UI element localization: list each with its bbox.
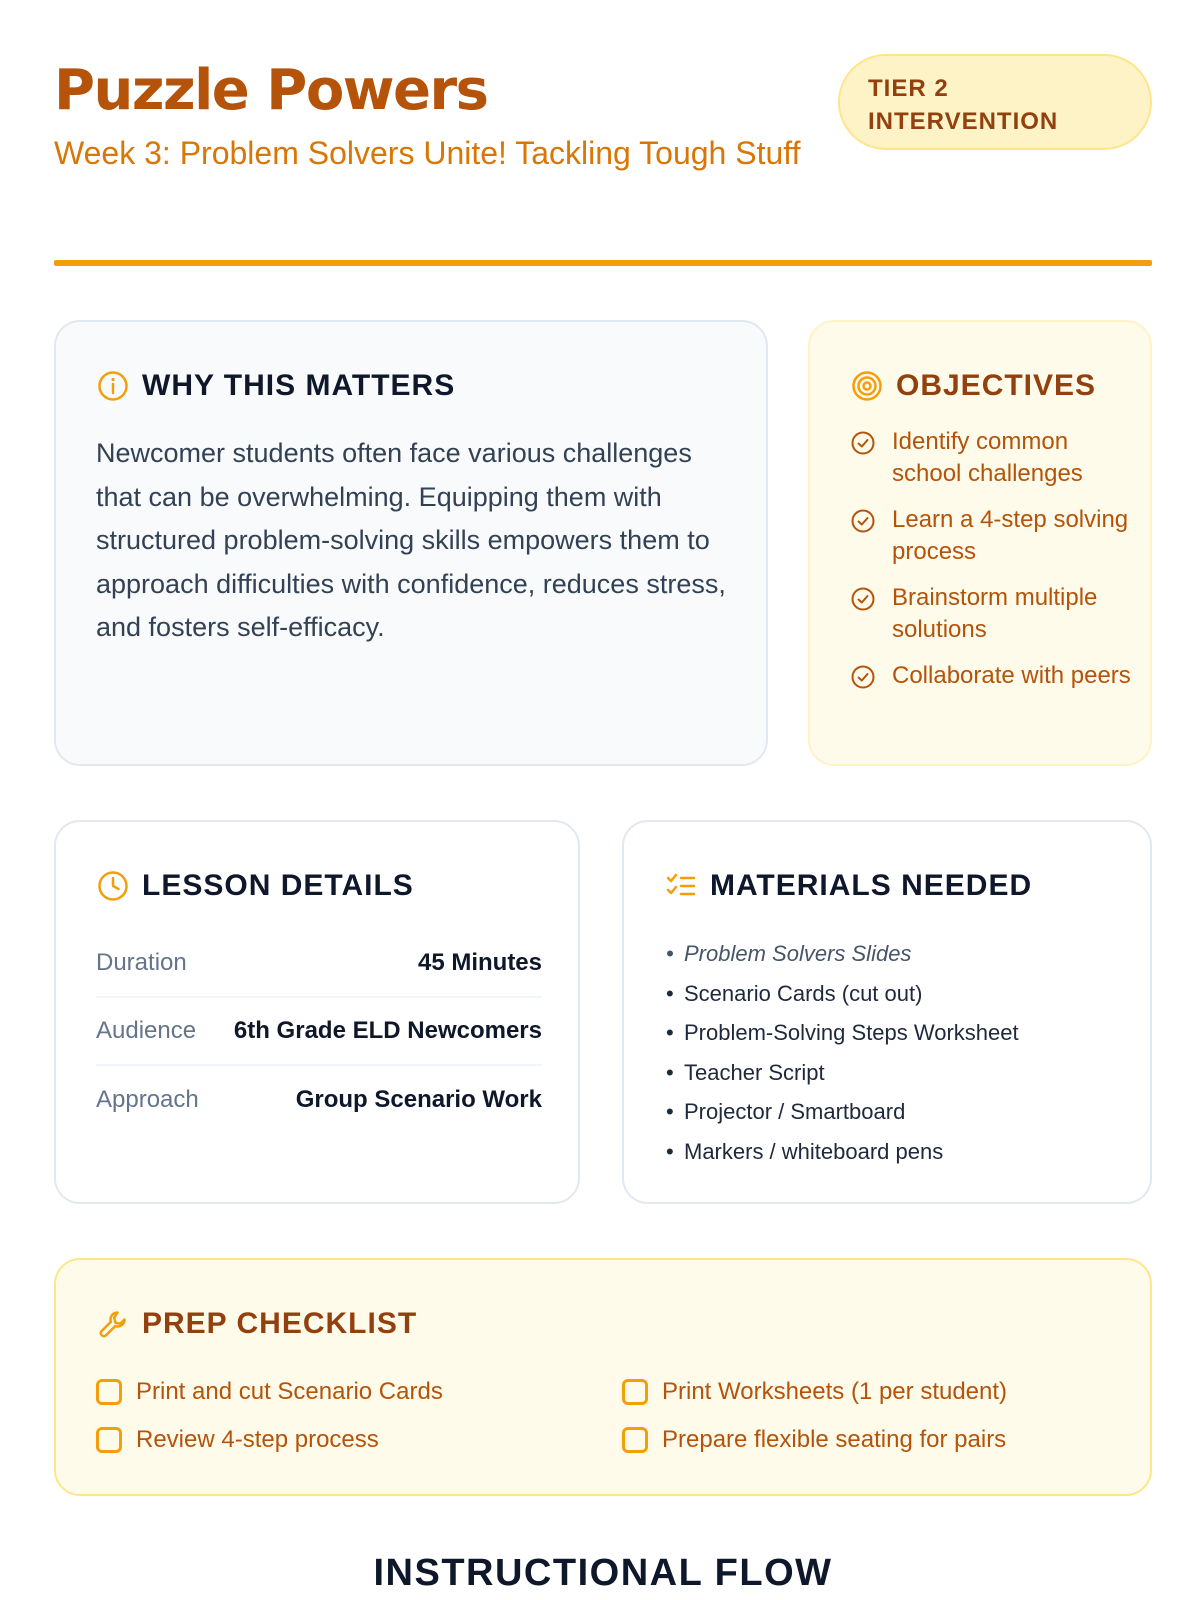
tier-badge-line2: INTERVENTION [868,108,1059,135]
materials-needed-card [622,820,1152,1204]
instructional-flow-heading: INSTRUCTIONAL FLOW [373,1552,833,1594]
objectives-list [850,426,1140,706]
why-heading: WHY THIS MATTERS [142,369,456,402]
lesson-details-rows [96,930,542,1134]
detail-value: 45 Minutes [417,949,542,976]
detail-row-approach [96,1066,542,1134]
prep-heading: PREP CHECKLIST [142,1307,418,1340]
checkbox[interactable] [622,1427,648,1453]
lesson-details-heading: LESSON DETAILS [142,869,414,902]
page-header [54,48,1152,268]
clock-icon [96,869,130,903]
material-item: • Problem Solvers Slides [666,941,912,966]
header-divider [54,260,1152,266]
lesson-plan-page [54,0,1152,1600]
checkbox[interactable] [96,1379,122,1405]
wrench-icon [96,1307,130,1341]
detail-label: Duration [96,949,187,976]
prep-checklist-card [54,1258,1152,1496]
materials-list [666,934,1126,1171]
page-subtitle: Week 3: Problem Solvers Unite! Tackling Tough Stuff [54,135,801,171]
tier-badge-line1: TIER 2 [868,75,949,102]
check-circle-icon [850,430,876,456]
checklist-icon [664,869,698,903]
prep-item-review-process[interactable]: Review 4-step process [96,1422,622,1458]
lesson-details-card [54,820,580,1204]
objective-item: Identify common school challenges [850,426,1140,490]
objective-item: Brainstorm multiple solutions [850,582,1140,646]
tier-badge [838,54,1152,150]
material-item: • Markers / whiteboard pens [666,1138,944,1164]
objective-item: Learn a 4-step solving process [850,504,1140,568]
objectives-card [808,320,1152,766]
target-icon [850,369,884,403]
detail-label: Audience [96,1017,197,1044]
why-this-matters-card [54,320,768,766]
page-title: Puzzle Powers [54,58,488,123]
materials-heading: MATERIALS NEEDED [710,869,1033,902]
detail-value: 6th Grade ELD Newcomers [233,1017,542,1044]
prep-item-print-cards[interactable]: Print and cut Scenario Cards [96,1374,622,1410]
material-item: • Projector / Smartboard [666,1099,906,1124]
prep-item-print-worksheets[interactable]: Print Worksheets (1 per student) [622,1374,1102,1410]
checkbox[interactable] [96,1427,122,1453]
objective-item: Collaborate with peers [850,660,1140,692]
check-circle-icon [850,508,876,534]
detail-row-duration [96,930,542,998]
prep-checklist [96,1374,1116,1458]
check-circle-icon [850,586,876,612]
checkbox[interactable] [622,1379,648,1405]
detail-value: Group Scenario Work [295,1086,542,1113]
material-item: • Scenario Cards (cut out) [666,980,923,1006]
prep-item-seating[interactable]: Prepare flexible seating for pairs [622,1422,1102,1458]
detail-row-audience [96,998,542,1066]
why-body-text: Newcomer students often face various challenges that can be overwhelming. Equipping them with structured problem-solving skills empowers them to approach difficulties with confidence, reduces stress, and fosters self-efficacy. [96,438,726,642]
detail-label: Approach [96,1086,199,1113]
material-item: • Problem-Solving Steps Worksheet [666,1020,1019,1045]
check-circle-icon [850,664,876,690]
material-item: • Teacher Script [666,1059,825,1085]
objectives-heading: OBJECTIVES [896,369,1097,402]
info-icon [96,369,130,403]
